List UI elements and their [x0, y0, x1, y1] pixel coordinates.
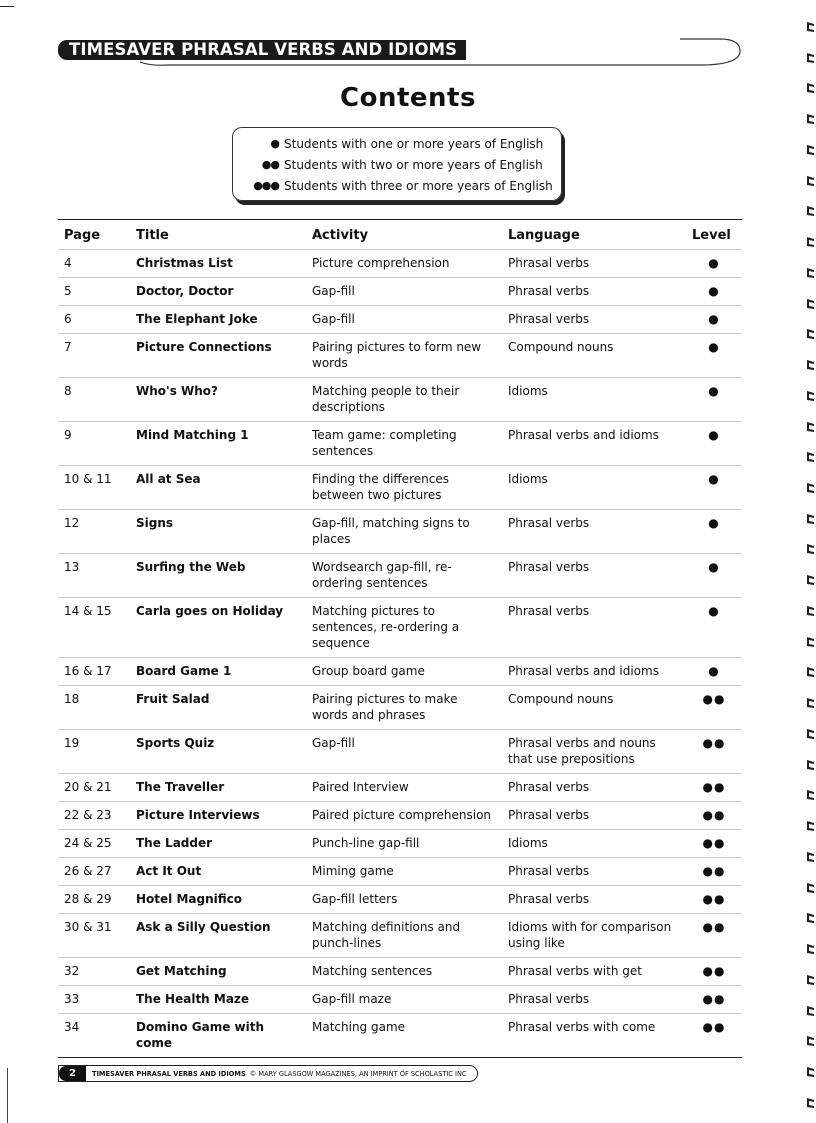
- row-title: The Ladder: [130, 830, 306, 858]
- row-activity: Matching definitions and punch-lines: [306, 914, 502, 958]
- binding-mark-icon: [806, 1096, 815, 1110]
- row-language: Phrasal verbs and idioms: [502, 658, 686, 686]
- row-activity: Gap-fill: [306, 730, 502, 774]
- legend-row-level-3: [233, 175, 561, 196]
- level-dots: ●: [270, 137, 279, 150]
- binding-mark-icon: [806, 819, 815, 833]
- binding-mark-icon: [806, 450, 815, 464]
- row-title: Doctor, Doctor: [130, 278, 306, 306]
- binding-mark-icon: [806, 758, 815, 772]
- row-page: 33: [58, 986, 130, 1014]
- row-level-dots: ●: [686, 422, 742, 466]
- row-title: Fruit Salad: [130, 686, 306, 730]
- row-level-dots: ●: [686, 466, 742, 510]
- row-level-dots: ●●: [686, 830, 742, 858]
- row-level-dots: ●●: [686, 730, 742, 774]
- binding-mark-icon: [806, 174, 815, 188]
- binding-mark-icon: [806, 788, 815, 802]
- row-title: Surfing the Web: [130, 554, 306, 598]
- table-row: [58, 830, 742, 858]
- row-language: Phrasal verbs: [502, 306, 686, 334]
- row-language: Phrasal verbs: [502, 774, 686, 802]
- table-row: [58, 466, 742, 510]
- column-header-level: Level: [692, 228, 731, 243]
- row-page: 14 & 15: [58, 598, 130, 658]
- row-activity: Matching game: [306, 1014, 502, 1058]
- row-activity: Finding the differences between two pictures: [306, 466, 502, 510]
- binding-mark-icon: [806, 51, 815, 65]
- row-activity: Matching pictures to sentences, re-ordering a sequence: [306, 598, 502, 658]
- table-row: [58, 802, 742, 830]
- row-title: Domino Game with come: [130, 1014, 306, 1058]
- row-page: 24 & 25: [58, 830, 130, 858]
- row-page: 34: [58, 1014, 130, 1058]
- right-edge-binding-marks: [804, 20, 816, 1110]
- row-level-dots: ●●: [686, 958, 742, 986]
- row-title: The Traveller: [130, 774, 306, 802]
- row-activity: Matching people to their descriptions: [306, 378, 502, 422]
- row-language: Idioms: [502, 830, 686, 858]
- table-row: [58, 730, 742, 774]
- row-language: Phrasal verbs: [502, 278, 686, 306]
- table-row: [58, 278, 742, 306]
- row-language: Phrasal verbs: [502, 858, 686, 886]
- row-title: Sports Quiz: [130, 730, 306, 774]
- row-level-dots: ●●: [686, 686, 742, 730]
- footer-copyright: © MARY GLASGOW MAGAZINES, AN IMPRINT OF SCHOLASTIC INC: [249, 1069, 467, 1078]
- table-row: [58, 914, 742, 958]
- binding-mark-icon: [806, 235, 815, 249]
- row-title: All at Sea: [130, 466, 306, 510]
- row-title: The Health Maze: [130, 986, 306, 1014]
- table-row: [58, 658, 742, 686]
- row-language: Idioms: [502, 466, 686, 510]
- left-margin-rule: [7, 1068, 8, 1123]
- row-page: 32: [58, 958, 130, 986]
- binding-mark-icon: [806, 911, 815, 925]
- binding-mark-icon: [806, 389, 815, 403]
- row-activity: Gap-fill letters: [306, 886, 502, 914]
- binding-mark-icon: [806, 1034, 815, 1048]
- row-activity: Matching sentences: [306, 958, 502, 986]
- binding-mark-icon: [806, 1004, 815, 1018]
- row-language: Compound nouns: [502, 334, 686, 378]
- row-level-dots: ●: [686, 554, 742, 598]
- row-level-dots: ●●: [686, 886, 742, 914]
- row-level-dots: ●●: [686, 986, 742, 1014]
- contents-table: [58, 219, 742, 1058]
- binding-mark-icon: [806, 635, 815, 649]
- row-level-dots: ●: [686, 598, 742, 658]
- row-activity: Miming game: [306, 858, 502, 886]
- row-activity: Paired picture comprehension: [306, 802, 502, 830]
- row-language: Phrasal verbs and nouns that use prepositions: [502, 730, 686, 774]
- table-header-row: [58, 220, 742, 250]
- row-language: Idioms with for comparison using like: [502, 914, 686, 958]
- row-activity: Group board game: [306, 658, 502, 686]
- binding-mark-icon: [806, 665, 815, 679]
- footer-page-number: 2: [59, 1066, 86, 1081]
- row-page: 20 & 21: [58, 774, 130, 802]
- row-page: 12: [58, 510, 130, 554]
- row-activity: Pairing pictures to make words and phrases: [306, 686, 502, 730]
- row-page: 8: [58, 378, 130, 422]
- binding-mark-icon: [806, 881, 815, 895]
- binding-mark-icon: [806, 266, 815, 280]
- table-row: [58, 250, 742, 278]
- row-page: 7: [58, 334, 130, 378]
- table-row: [58, 334, 742, 378]
- binding-mark-icon: [806, 973, 815, 987]
- table-row: [58, 986, 742, 1014]
- row-level-dots: ●: [686, 306, 742, 334]
- row-title: Board Game 1: [130, 658, 306, 686]
- row-language: Phrasal verbs: [502, 886, 686, 914]
- row-language: Compound nouns: [502, 686, 686, 730]
- row-title: Signs: [130, 510, 306, 554]
- table-row: [58, 510, 742, 554]
- table-row: [58, 1014, 742, 1058]
- row-language: Phrasal verbs with get: [502, 958, 686, 986]
- binding-mark-icon: [806, 573, 815, 587]
- legend-text: Students with two or more years of English: [284, 157, 543, 172]
- row-title: Carla goes on Holiday: [130, 598, 306, 658]
- row-page: 13: [58, 554, 130, 598]
- row-level-dots: ●: [686, 510, 742, 554]
- table-row: [58, 858, 742, 886]
- column-header-title: Title: [136, 228, 169, 243]
- legend-text: Students with one or more years of English: [284, 136, 544, 151]
- row-language: Phrasal verbs: [502, 250, 686, 278]
- binding-mark-icon: [806, 327, 815, 341]
- binding-mark-icon: [806, 542, 815, 556]
- row-page: 4: [58, 250, 130, 278]
- row-activity: Pairing pictures to form new words: [306, 334, 502, 378]
- row-activity: Gap-fill: [306, 278, 502, 306]
- row-language: Phrasal verbs: [502, 554, 686, 598]
- row-title: Christmas List: [130, 250, 306, 278]
- row-activity: Team game: completing sentences: [306, 422, 502, 466]
- binding-mark-icon: [806, 20, 815, 34]
- table-row: [58, 378, 742, 422]
- row-title: Hotel Magnifico: [130, 886, 306, 914]
- page-footer: [58, 1065, 478, 1082]
- binding-mark-icon: [806, 481, 815, 495]
- table-row: [58, 774, 742, 802]
- row-title: Who's Who?: [130, 378, 306, 422]
- table-row: [58, 422, 742, 466]
- table-row: [58, 598, 742, 658]
- binding-mark-icon: [806, 512, 815, 526]
- binding-mark-icon: [806, 297, 815, 311]
- column-header-activity: Activity: [312, 228, 369, 243]
- row-page: 30 & 31: [58, 914, 130, 958]
- row-level-dots: ●: [686, 378, 742, 422]
- row-language: Phrasal verbs: [502, 598, 686, 658]
- row-title: Get Matching: [130, 958, 306, 986]
- binding-mark-icon: [806, 358, 815, 372]
- row-page: 22 & 23: [58, 802, 130, 830]
- table-row: [58, 306, 742, 334]
- binding-mark-icon: [806, 1065, 815, 1079]
- binding-mark-icon: [806, 604, 815, 618]
- table-row: [58, 554, 742, 598]
- level-dots: ●●: [261, 158, 279, 171]
- row-page: 5: [58, 278, 130, 306]
- binding-mark-icon: [806, 204, 815, 218]
- binding-mark-icon: [806, 420, 815, 434]
- row-level-dots: ●●: [686, 1014, 742, 1058]
- row-language: Idioms: [502, 378, 686, 422]
- row-title: The Elephant Joke: [130, 306, 306, 334]
- row-level-dots: ●: [686, 658, 742, 686]
- row-level-dots: ●: [686, 334, 742, 378]
- row-activity: Picture comprehension: [306, 250, 502, 278]
- row-page: 6: [58, 306, 130, 334]
- row-page: 26 & 27: [58, 858, 130, 886]
- binding-mark-icon: [806, 727, 815, 741]
- row-page: 9: [58, 422, 130, 466]
- row-activity: Gap-fill: [306, 306, 502, 334]
- row-level-dots: ●●: [686, 774, 742, 802]
- table-row: [58, 886, 742, 914]
- top-corner-rule: [0, 6, 14, 7]
- level-dots: ●●●: [253, 179, 279, 192]
- row-title: Ask a Silly Question: [130, 914, 306, 958]
- row-language: Phrasal verbs: [502, 510, 686, 554]
- row-level-dots: ●: [686, 278, 742, 306]
- row-title: Picture Connections: [130, 334, 306, 378]
- legend-text: Students with three or more years of English: [284, 178, 553, 193]
- row-activity: Gap-fill, matching signs to places: [306, 510, 502, 554]
- binding-mark-icon: [806, 696, 815, 710]
- row-level-dots: ●●: [686, 858, 742, 886]
- row-activity: Punch-line gap-fill: [306, 830, 502, 858]
- row-title: Picture Interviews: [130, 802, 306, 830]
- row-level-dots: ●: [686, 250, 742, 278]
- row-page: 10 & 11: [58, 466, 130, 510]
- row-level-dots: ●●: [686, 802, 742, 830]
- row-page: 28 & 29: [58, 886, 130, 914]
- row-page: 19: [58, 730, 130, 774]
- row-title: Act It Out: [130, 858, 306, 886]
- row-language: Phrasal verbs: [502, 802, 686, 830]
- footer-brand: TIMESAVER PHRASAL VERBS AND IDIOMS: [91, 1069, 246, 1078]
- row-language: Phrasal verbs: [502, 986, 686, 1014]
- binding-mark-icon: [806, 112, 815, 126]
- table-row: [58, 958, 742, 986]
- row-title: Mind Matching 1: [130, 422, 306, 466]
- column-header-page: Page: [64, 228, 101, 243]
- row-activity: Gap-fill maze: [306, 986, 502, 1014]
- row-page: 16 & 17: [58, 658, 130, 686]
- row-level-dots: ●●: [686, 914, 742, 958]
- header-banner: TIMESAVER PHRASAL VERBS AND IDIOMS: [58, 40, 466, 60]
- row-activity: Wordsearch gap-fill, re-ordering sentences: [306, 554, 502, 598]
- binding-mark-icon: [806, 850, 815, 864]
- column-header-language: Language: [508, 228, 580, 243]
- level-legend-box: [232, 127, 562, 201]
- binding-mark-icon: [806, 143, 815, 157]
- page-title: Contents: [340, 83, 476, 113]
- legend-row-level-2: [233, 154, 561, 175]
- row-page: 18: [58, 686, 130, 730]
- table-row: [58, 686, 742, 730]
- binding-mark-icon: [806, 942, 815, 956]
- row-activity: Paired Interview: [306, 774, 502, 802]
- row-language: Phrasal verbs and idioms: [502, 422, 686, 466]
- legend-row-level-1: [233, 133, 561, 154]
- row-language: Phrasal verbs with come: [502, 1014, 686, 1058]
